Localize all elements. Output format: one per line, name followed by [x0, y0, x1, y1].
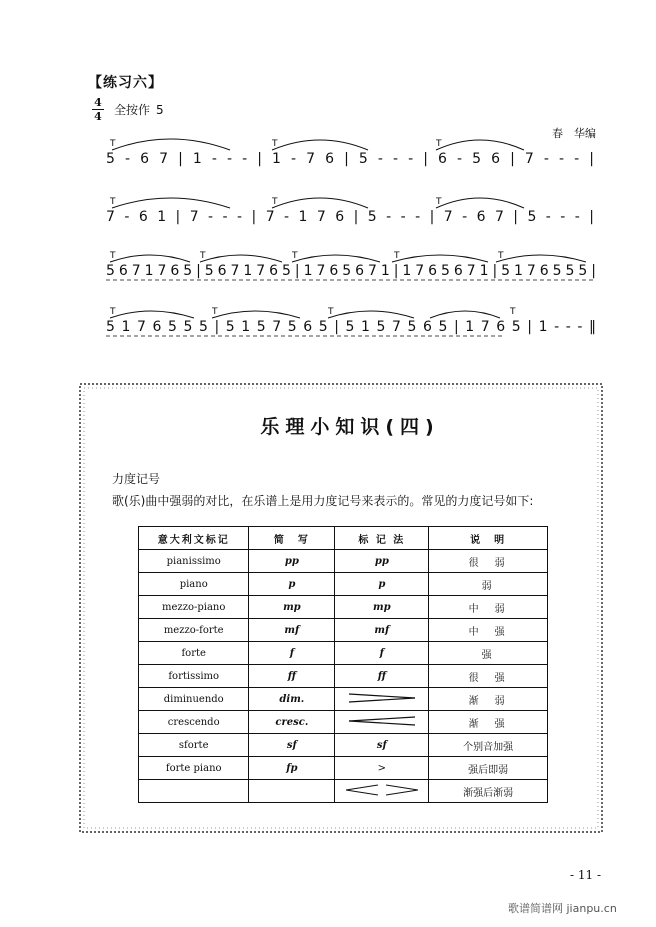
cell-abbr [249, 780, 335, 803]
tongue-mark: T [498, 251, 504, 261]
time-signature-top: 4 [94, 96, 102, 109]
notation-line-1: 5 - 6 7 | 1 - - - | 1 - 7 6 | 5 - - - | 6 - 5 6 | 7 - - - | [106, 151, 594, 167]
tongue-mark: T [394, 251, 400, 261]
slur [292, 255, 380, 262]
slur [272, 140, 368, 150]
tongue-mark: T [436, 139, 442, 149]
tongue-mark: T [110, 197, 116, 207]
cell-desc: 强后即弱 [429, 757, 548, 780]
cell-italian: mezzo-piano [139, 596, 249, 619]
table-row [139, 734, 548, 757]
table-row [139, 619, 548, 642]
cell-mark: ff [335, 665, 429, 688]
cell-mark-cresc-dim [335, 780, 429, 803]
cell-abbr: pp [249, 550, 335, 573]
cell-abbr: fp [249, 757, 335, 780]
tongue-mark: T [200, 251, 206, 261]
slur [110, 255, 190, 262]
cell-italian: fortissimo [139, 665, 249, 688]
diminuendo-hairpin-icon [347, 692, 417, 704]
table-row [139, 665, 548, 688]
score-line-1 [106, 139, 594, 167]
cell-mark: sf [335, 734, 429, 757]
notation-line-3: 5 6 7 1 7 6 5 | 5 6 7 1 7 6 5 | 1 7 6 5 6 7 1 | 1 7 6 5 6 7 1 | 5 1 7 6 5 5 5 | [106, 263, 596, 279]
notation-line-4: 5 1 7 6 5 5 5 | 5 1 5 7 5 6 5 | 5 1 5 7 5 6 5 | 1 7 6 5 | 1 - - - ‖ [106, 319, 597, 335]
cell-desc: 个别音加强 [429, 734, 548, 757]
table-row [139, 550, 548, 573]
dynamics-table [138, 526, 548, 803]
cell-italian: crescendo [139, 711, 249, 734]
cell-abbr: f [249, 642, 335, 665]
slur [272, 198, 368, 208]
cell-italian: sforte [139, 734, 249, 757]
cell-desc: 弱 [429, 573, 548, 596]
tongue-mark: T [510, 307, 516, 317]
tongue-mark: T [272, 139, 278, 149]
cell-desc: 渐强后渐弱 [429, 780, 548, 803]
header-desc: 说 明 [429, 527, 548, 550]
cell-italian: pianissimo [139, 550, 249, 573]
cell-mark-crescendo [335, 711, 429, 734]
slur [110, 311, 194, 318]
slur [200, 255, 282, 262]
cell-desc: 渐 强 [429, 711, 548, 734]
cell-italian: forte piano [139, 757, 249, 780]
score-line-3 [106, 251, 596, 280]
fingering-note: 5 [156, 103, 164, 117]
cell-abbr: mp [249, 596, 335, 619]
table-row [139, 573, 548, 596]
slur [328, 311, 414, 318]
cell-abbr: ff [249, 665, 335, 688]
cell-desc: 很 强 [429, 665, 548, 688]
tongue-mark: T [110, 139, 116, 149]
watermark: 歌谱简谱网 jianpu.cn [508, 902, 617, 915]
slur [436, 198, 524, 208]
cell-italian [139, 780, 249, 803]
table-row [139, 596, 548, 619]
tongue-mark: T [272, 197, 278, 207]
cresc-dim-hairpin-icon [342, 784, 422, 796]
tongue-mark: T [110, 307, 116, 317]
notation-line-2: 7 - 6 1 | 7 - - - | 7 - 1 7 6 | 5 - - - | 7 - 6 7 | 5 - - - | [106, 209, 595, 225]
cell-italian: piano [139, 573, 249, 596]
cell-abbr: cresc. [249, 711, 335, 734]
header-mark: 标 记 法 [335, 527, 429, 550]
cell-italian: forte [139, 642, 249, 665]
table-row [139, 688, 548, 711]
exercise-title: 【练习六】 [88, 75, 163, 91]
cell-mark: mf [335, 619, 429, 642]
table-row [139, 642, 548, 665]
cell-mark: > [335, 757, 429, 780]
score-line-2 [106, 197, 594, 225]
table-row [139, 711, 548, 734]
header-italian: 意大利文标记 [139, 527, 249, 550]
cell-italian: mezzo-forte [139, 619, 249, 642]
cell-abbr: mf [249, 619, 335, 642]
cell-desc: 强 [429, 642, 548, 665]
slur [436, 140, 524, 150]
cell-abbr: sf [249, 734, 335, 757]
cell-abbr: p [249, 573, 335, 596]
cell-mark: p [335, 573, 429, 596]
slur [112, 139, 230, 150]
page-number: - 11 - [570, 868, 602, 882]
tongue-mark: T [436, 197, 442, 207]
tongue-mark: T [328, 307, 334, 317]
tongue-mark: T [292, 251, 298, 261]
cell-desc: 中 弱 [429, 596, 548, 619]
cell-mark: pp [335, 550, 429, 573]
fingering-label: 全按作 [114, 103, 151, 117]
info-description: 歌(乐)曲中强弱的对比，在乐谱上是用力度记号来表示的。常见的力度记号如下: [112, 494, 534, 508]
info-title: 乐理小知识(四) [260, 416, 440, 438]
info-subheading: 力度记号 [112, 472, 161, 486]
tongue-mark: T [110, 251, 116, 261]
cell-mark: mp [335, 596, 429, 619]
slur [496, 255, 586, 262]
slur [430, 311, 500, 318]
time-signature-bottom: 4 [94, 110, 102, 123]
slur [392, 255, 488, 262]
slur [212, 311, 300, 318]
score-line-4 [106, 307, 596, 336]
table-header-row [139, 527, 548, 550]
cell-desc: 中 强 [429, 619, 548, 642]
crescendo-hairpin-icon [347, 715, 417, 727]
table-row [139, 757, 548, 780]
composer: 春 华编 [552, 127, 596, 140]
cell-abbr: dim. [249, 688, 335, 711]
cell-desc: 渐 弱 [429, 688, 548, 711]
cell-mark-diminuendo [335, 688, 429, 711]
cell-desc: 很 弱 [429, 550, 548, 573]
tongue-mark: T [212, 307, 218, 317]
cell-italian: diminuendo [139, 688, 249, 711]
table-row [139, 780, 548, 803]
score [0, 0, 656, 370]
cell-mark: f [335, 642, 429, 665]
slur [112, 198, 230, 208]
header-abbr: 简 写 [249, 527, 335, 550]
